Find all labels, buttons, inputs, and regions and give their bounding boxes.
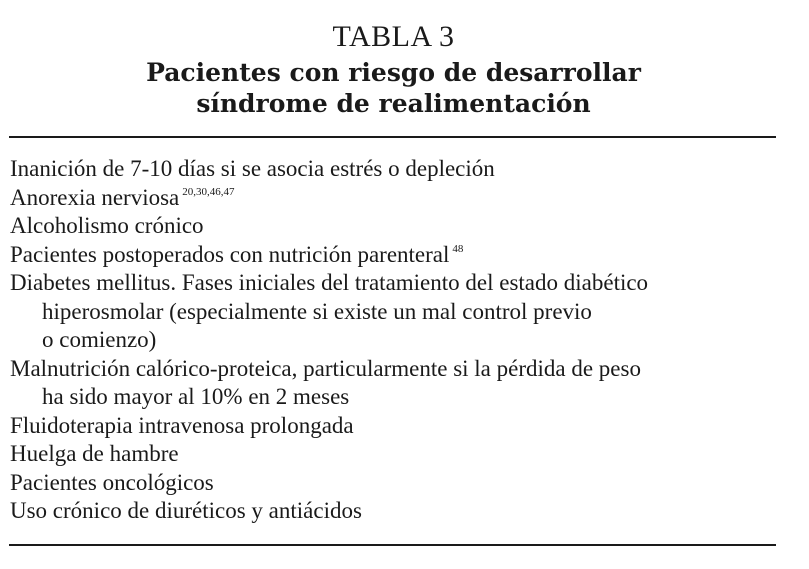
list-item-text: o comienzo) xyxy=(42,327,157,352)
list-item xyxy=(10,269,780,355)
list-item-text: ha sido mayor al 10% en 2 meses xyxy=(42,384,350,409)
list-item-text: Malnutrición calórico-proteica, particularmente si la pérdida de peso xyxy=(10,355,641,381)
list-item-text: Huelga de hambre xyxy=(10,441,179,466)
list-item xyxy=(10,412,780,441)
table-title-line-1: Pacientes con riesgo de desarrollar xyxy=(146,58,641,87)
table-title xyxy=(0,57,787,119)
list-item-text: Anorexia nerviosa xyxy=(10,184,180,210)
risk-item-list xyxy=(10,155,780,526)
bottom-rule xyxy=(9,544,776,546)
reference-superscript: 20,30,46,47 xyxy=(182,185,235,198)
list-item-text: Inanición de 7-10 días si se asocia estrés o depleción xyxy=(10,156,495,181)
list-item-text: Pacientes postoperados con nutrición parenteral xyxy=(10,241,450,267)
list-item xyxy=(10,355,780,412)
top-rule xyxy=(9,136,776,138)
table-label: TABLA 3 xyxy=(332,20,455,53)
list-item xyxy=(10,212,780,241)
list-item xyxy=(10,155,780,184)
list-item xyxy=(10,241,780,270)
list-item-text: Uso crónico de diuréticos y antiácidos xyxy=(10,498,362,523)
list-item-text: hiperosmolar (especialmente si existe un mal control previo xyxy=(42,298,592,324)
reference-superscript: 48 xyxy=(452,242,464,255)
list-item xyxy=(10,184,780,213)
list-item xyxy=(10,440,780,469)
list-item-text: Alcoholismo crónico xyxy=(10,213,204,238)
list-item-text: Fluidoterapia intravenosa prolongada xyxy=(10,412,354,438)
list-item xyxy=(10,497,780,526)
list-item xyxy=(10,469,780,498)
list-item-text: Pacientes oncológicos xyxy=(10,469,214,495)
list-item-text: Diabetes mellitus. Fases iniciales del tratamiento del estado diabético xyxy=(10,270,649,295)
table-title-line-2: síndrome de realimentación xyxy=(196,89,591,118)
